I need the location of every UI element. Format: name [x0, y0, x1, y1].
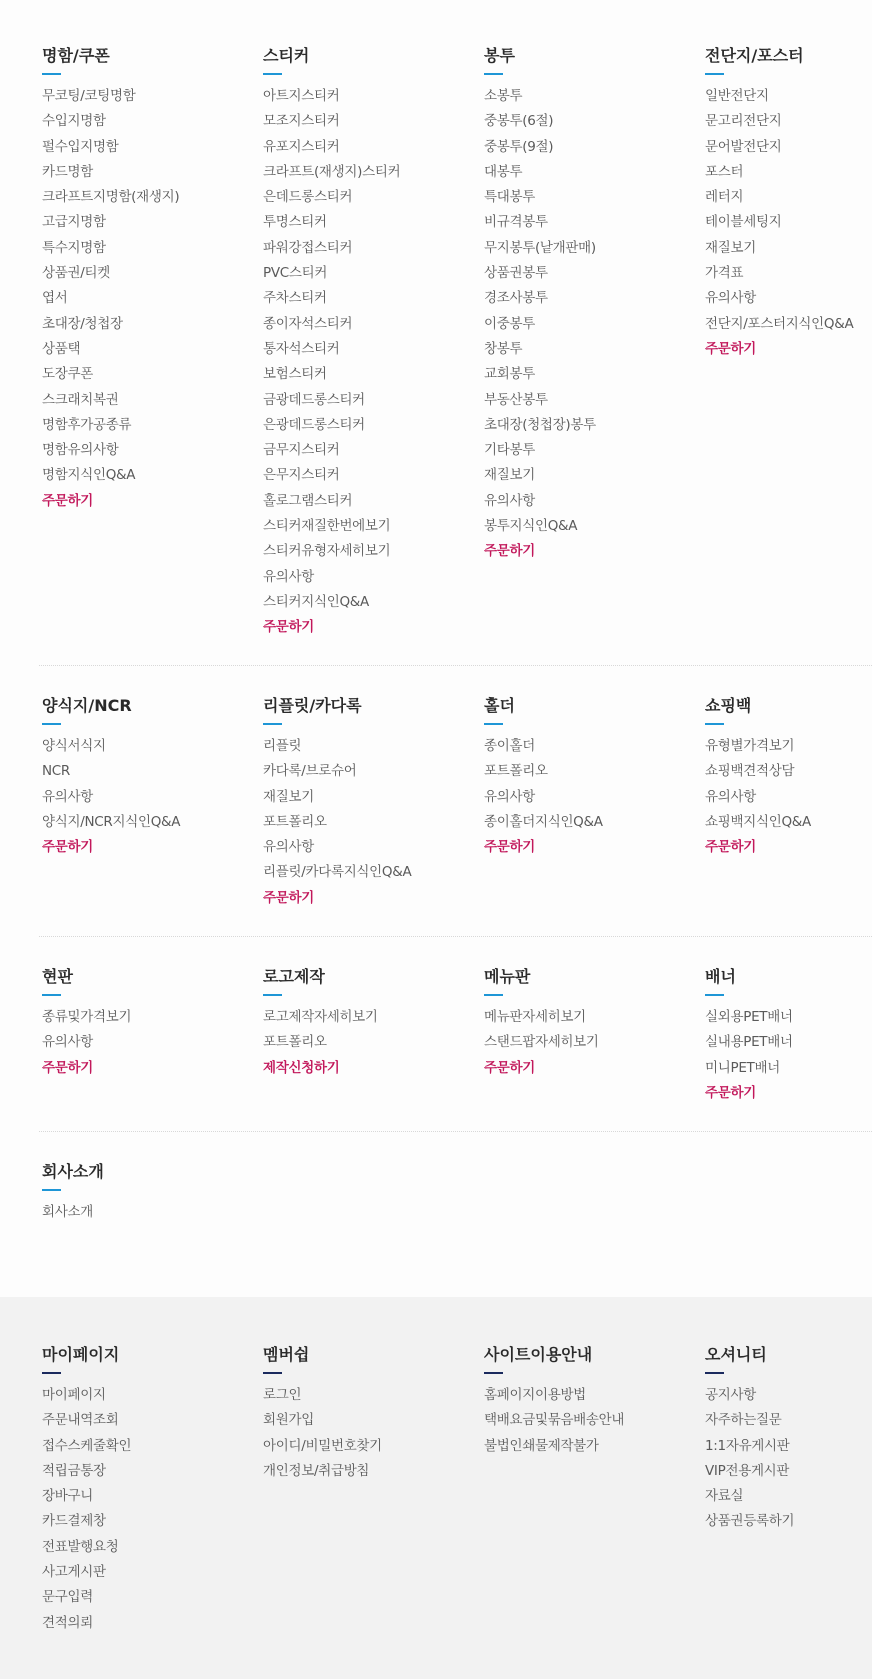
menu-link[interactable]: 유포지스티커	[263, 138, 340, 155]
menu-link[interactable]: 일반전단지	[705, 88, 769, 104]
menu-link[interactable]: 은무지스티커	[263, 467, 340, 484]
order-link[interactable]: 주문하기	[263, 889, 314, 906]
menu-link[interactable]: 카드결제창	[42, 1513, 106, 1530]
menu-link[interactable]: 고급지명함	[42, 214, 106, 231]
menu-link[interactable]: 특대봉투	[484, 189, 535, 206]
menu-column-2-3	[705, 967, 872, 1106]
menu-link[interactable]: 회원가입	[263, 1412, 314, 1429]
menu-link[interactable]: 통자석스티커	[263, 340, 340, 357]
menu-link[interactable]: 포트폴리오	[263, 813, 327, 830]
category-title[interactable]: 오셔니티	[705, 1345, 767, 1364]
category-link-list	[263, 84, 473, 641]
category-title[interactable]: 전단지/포스터	[705, 46, 804, 65]
menu-column-1-0	[42, 696, 252, 860]
menu-link[interactable]: 부동산봉투	[484, 391, 548, 408]
menu-link[interactable]: 교회봉투	[484, 366, 535, 383]
category-link-list	[484, 84, 694, 565]
menu-link[interactable]: 카다록/브로슈어	[263, 763, 357, 780]
menu-link[interactable]: 종이홀더지식인Q&A	[484, 813, 603, 830]
title-underline	[705, 994, 724, 996]
menu-column-0-0	[42, 46, 252, 514]
menu-column-3-0	[42, 1162, 252, 1225]
menu-column-footer-3	[705, 1345, 872, 1535]
category-link-list	[42, 734, 252, 860]
menu-link[interactable]: 양식서식지	[42, 738, 106, 754]
order-link[interactable]: 주문하기	[42, 492, 93, 509]
menu-link[interactable]: 스티커유형자세히보기	[263, 543, 391, 560]
menu-link[interactable]: 명함지식인Q&A	[42, 467, 136, 484]
menu-link[interactable]: 테이블세팅지	[705, 214, 782, 231]
menu-link[interactable]: 재질보기	[263, 788, 314, 805]
menu-link[interactable]: 마이페이지	[42, 1387, 106, 1403]
menu-link[interactable]: 모조지스티커	[263, 113, 340, 130]
menu-link[interactable]: 펄수입지명함	[42, 138, 119, 155]
menu-link[interactable]: 로고제작자세히보기	[263, 1009, 378, 1025]
menu-link[interactable]: 엽서	[42, 290, 68, 307]
menu-link[interactable]: 금광데드롱스티커	[263, 391, 365, 408]
row-divider	[39, 665, 872, 666]
menu-link[interactable]: 공지사항	[705, 1387, 756, 1403]
menu-link[interactable]: 홀로그램스티커	[263, 492, 353, 509]
menu-column-footer-0	[42, 1345, 252, 1636]
menu-link[interactable]: 불법인쇄물제작불가	[484, 1437, 599, 1454]
menu-link[interactable]: 은데드롱스티커	[263, 189, 353, 206]
title-underline	[263, 1372, 282, 1374]
title-underline	[42, 73, 61, 75]
menu-link[interactable]: 소봉투	[484, 88, 523, 104]
menu-link[interactable]: 수입지명함	[42, 113, 106, 130]
menu-column-1-2	[484, 696, 694, 860]
order-link[interactable]: 주문하기	[42, 839, 93, 856]
menu-link[interactable]: 창봉투	[484, 340, 523, 357]
menu-link[interactable]: 포트폴리오	[484, 763, 548, 780]
category-title[interactable]: 로고제작	[263, 967, 325, 986]
title-underline	[42, 1372, 61, 1374]
title-underline	[42, 723, 61, 725]
menu-link[interactable]: 쇼핑백지식인Q&A	[705, 813, 811, 830]
footer-links-area	[0, 1297, 872, 1679]
menu-column-footer-2	[484, 1345, 694, 1459]
category-link-list	[705, 734, 872, 860]
title-underline	[263, 723, 282, 725]
menu-link[interactable]: 명함유의사항	[42, 442, 119, 459]
menu-link[interactable]: 스티커재질한번에보기	[263, 518, 391, 535]
category-link-list	[484, 1005, 694, 1081]
menu-link[interactable]: 기타봉투	[484, 442, 535, 459]
title-underline	[42, 994, 61, 996]
menu-link[interactable]: 전단지/포스터지식인Q&A	[705, 315, 854, 332]
menu-link[interactable]: 리플릿/카다록지식인Q&A	[263, 864, 412, 881]
menu-link[interactable]: 초대장(청첩장)봉투	[484, 416, 596, 433]
category-title[interactable]: 스티커	[263, 46, 310, 65]
category-title[interactable]: 리플릿/카다록	[263, 696, 362, 715]
category-title[interactable]: 쇼핑백	[705, 696, 752, 715]
menu-link[interactable]: 포트폴리오	[263, 1034, 327, 1051]
category-link-list	[484, 734, 694, 860]
title-underline	[263, 73, 282, 75]
menu-link[interactable]: 아트지스티커	[263, 88, 340, 104]
title-underline	[705, 1372, 724, 1374]
menu-link[interactable]: 개인정보/취급방침	[263, 1462, 370, 1479]
menu-link[interactable]: 견적의뢰	[42, 1614, 93, 1631]
category-title[interactable]: 양식지/NCR	[42, 696, 132, 715]
menu-link[interactable]: 도장쿠폰	[42, 366, 93, 383]
menu-link[interactable]: 재질보기	[705, 239, 756, 256]
menu-link[interactable]: 크라프트지명함(재생지)	[42, 189, 180, 206]
menu-link[interactable]: 자료실	[705, 1488, 744, 1505]
category-link-list	[263, 734, 473, 911]
menu-link[interactable]: 쇼핑백견적상담	[705, 763, 795, 780]
title-underline	[484, 73, 503, 75]
menu-link[interactable]: 유의사항	[263, 568, 314, 585]
menu-link[interactable]: 사고게시판	[42, 1564, 106, 1581]
category-link-list	[705, 1005, 872, 1106]
menu-column-footer-1	[263, 1345, 473, 1484]
menu-link[interactable]: 미니PET배너	[705, 1059, 780, 1076]
category-title[interactable]: 마이페이지	[42, 1345, 120, 1364]
category-link-list	[263, 1005, 473, 1081]
menu-link[interactable]: 실외용PET배너	[705, 1009, 793, 1025]
title-underline	[263, 994, 282, 996]
category-title[interactable]: 사이트이용안내	[484, 1345, 593, 1364]
menu-link[interactable]: 적립금통장	[42, 1462, 106, 1479]
order-link[interactable]: 주문하기	[705, 839, 756, 856]
title-underline	[484, 994, 503, 996]
menu-link[interactable]: 문어발전단지	[705, 138, 782, 155]
menu-link[interactable]: 유의사항	[484, 788, 535, 805]
menu-link[interactable]: 스크래치복권	[42, 391, 119, 408]
menu-link[interactable]: 종류및가격보기	[42, 1009, 132, 1025]
menu-link[interactable]: 보험스티커	[263, 366, 327, 383]
menu-link[interactable]: 상품권등록하기	[705, 1513, 795, 1530]
menu-link[interactable]: 택배요금및묶음배송안내	[484, 1412, 625, 1429]
menu-link[interactable]: 대봉투	[484, 163, 523, 180]
order-link[interactable]: 제작신청하기	[263, 1059, 340, 1076]
menu-link[interactable]: 메뉴판자세히보기	[484, 1009, 586, 1025]
menu-link[interactable]: 투명스티커	[263, 214, 327, 231]
menu-link[interactable]: 아이디/비밀번호찾기	[263, 1437, 382, 1454]
order-link[interactable]: 주문하기	[705, 1084, 756, 1101]
category-title[interactable]: 명함/쿠폰	[42, 46, 110, 65]
menu-link[interactable]: 종이홀더	[484, 738, 535, 754]
category-title[interactable]: 현판	[42, 967, 73, 986]
menu-link[interactable]: 홈페이지이용방법	[484, 1387, 586, 1403]
menu-link[interactable]: 유의사항	[705, 788, 756, 805]
menu-link[interactable]: 명함후가공종류	[42, 416, 132, 433]
menu-link[interactable]: 유의사항	[263, 839, 314, 856]
category-link-list	[42, 1200, 252, 1225]
menu-link[interactable]: 문고리전단지	[705, 113, 782, 130]
category-link-list	[42, 1383, 252, 1636]
category-title[interactable]: 홀더	[484, 696, 515, 715]
category-link-list	[42, 84, 252, 514]
row-divider	[39, 1131, 872, 1132]
menu-link[interactable]: 포스터	[705, 163, 744, 180]
menu-link[interactable]: 은광데드롱스티커	[263, 416, 365, 433]
menu-link[interactable]: 리플릿	[263, 738, 302, 754]
menu-link[interactable]: 실내용PET배너	[705, 1034, 793, 1051]
row-divider	[39, 936, 872, 937]
menu-link[interactable]: 특수지명함	[42, 239, 106, 256]
menu-column-1-3	[705, 696, 872, 860]
category-link-list	[42, 1005, 252, 1081]
order-link[interactable]: 주문하기	[705, 340, 756, 357]
menu-link[interactable]: 1:1자유게시판	[705, 1437, 790, 1454]
menu-link[interactable]: 무코팅/코팅명함	[42, 88, 136, 104]
menu-column-1-1	[263, 696, 473, 911]
menu-column-2-0	[42, 967, 252, 1081]
menu-link[interactable]: 회사소개	[42, 1204, 93, 1220]
menu-link[interactable]: 이중봉투	[484, 315, 535, 332]
category-title[interactable]: 봉투	[484, 46, 515, 65]
menu-link[interactable]: 유의사항	[484, 492, 535, 509]
order-link[interactable]: 주문하기	[42, 1059, 93, 1076]
menu-link[interactable]: 상품권봉투	[484, 265, 548, 282]
menu-link[interactable]: 유의사항	[42, 788, 93, 805]
order-link[interactable]: 주문하기	[484, 839, 535, 856]
menu-link[interactable]: 레터지	[705, 189, 744, 206]
menu-link[interactable]: 주문내역조회	[42, 1412, 119, 1429]
menu-link[interactable]: 종이자석스티커	[263, 315, 353, 332]
menu-link[interactable]: 유의사항	[42, 1034, 93, 1051]
menu-column-0-1	[263, 46, 473, 641]
menu-column-2-1	[263, 967, 473, 1081]
category-link-list	[705, 1383, 872, 1535]
menu-link[interactable]: 경조사봉투	[484, 290, 548, 307]
menu-column-0-2	[484, 46, 694, 565]
title-underline	[484, 1372, 503, 1374]
menu-link[interactable]: 전표발행요청	[42, 1538, 119, 1555]
menu-link[interactable]: 유의사항	[705, 290, 756, 307]
title-underline	[705, 73, 724, 75]
menu-link[interactable]: 크라프트(재생지)스티커	[263, 163, 401, 180]
menu-link[interactable]: 가격표	[705, 265, 744, 282]
menu-link[interactable]: 중봉투(6절)	[484, 113, 554, 130]
menu-link[interactable]: 재질보기	[484, 467, 535, 484]
menu-link[interactable]: 중봉투(9절)	[484, 138, 554, 155]
menu-link[interactable]: 스티커지식인Q&A	[263, 593, 369, 610]
menu-link[interactable]: 비규격봉투	[484, 214, 548, 231]
menu-link[interactable]: 카드명함	[42, 163, 93, 180]
menu-link[interactable]: 로그인	[263, 1387, 302, 1403]
menu-link[interactable]: 양식지/NCR지식인Q&A	[42, 813, 181, 830]
menu-column-0-3	[705, 46, 872, 362]
menu-link[interactable]: NCR	[42, 763, 71, 780]
title-underline	[484, 723, 503, 725]
category-title[interactable]: 회사소개	[42, 1162, 104, 1181]
category-title[interactable]: 메뉴판	[484, 967, 531, 986]
order-link[interactable]: 주문하기	[263, 619, 314, 636]
menu-link[interactable]: 장바구니	[42, 1488, 93, 1505]
menu-link[interactable]: 스탠드팝자세히보기	[484, 1034, 599, 1051]
menu-link[interactable]: 상품택	[42, 340, 81, 357]
category-link-list	[705, 84, 872, 362]
order-link[interactable]: 주문하기	[484, 1059, 535, 1076]
menu-link[interactable]: PVC스티커	[263, 265, 328, 282]
category-link-list	[484, 1383, 694, 1459]
order-link[interactable]: 주문하기	[484, 543, 535, 560]
title-underline	[42, 1189, 61, 1191]
menu-link[interactable]: 봉투지식인Q&A	[484, 518, 578, 535]
menu-link[interactable]: 주차스티커	[263, 290, 327, 307]
title-underline	[705, 723, 724, 725]
menu-link[interactable]: 자주하는질문	[705, 1412, 782, 1429]
menu-link[interactable]: 문구입력	[42, 1589, 93, 1606]
menu-link[interactable]: 상품권/티켓	[42, 265, 110, 282]
menu-link[interactable]: 초대장/청첩장	[42, 315, 123, 332]
menu-link[interactable]: 파워강접스티커	[263, 239, 353, 256]
menu-link[interactable]: 금무지스티커	[263, 442, 340, 459]
category-title[interactable]: 배너	[705, 967, 736, 986]
menu-link[interactable]: 무지봉투(낱개판매)	[484, 239, 596, 256]
category-title[interactable]: 멤버쉽	[263, 1345, 310, 1364]
menu-link[interactable]: VIP전용게시판	[705, 1462, 790, 1479]
menu-link[interactable]: 유형별가격보기	[705, 738, 795, 754]
menu-link[interactable]: 접수스케줄확인	[42, 1437, 132, 1454]
category-link-list	[263, 1383, 473, 1484]
menu-column-2-2	[484, 967, 694, 1081]
